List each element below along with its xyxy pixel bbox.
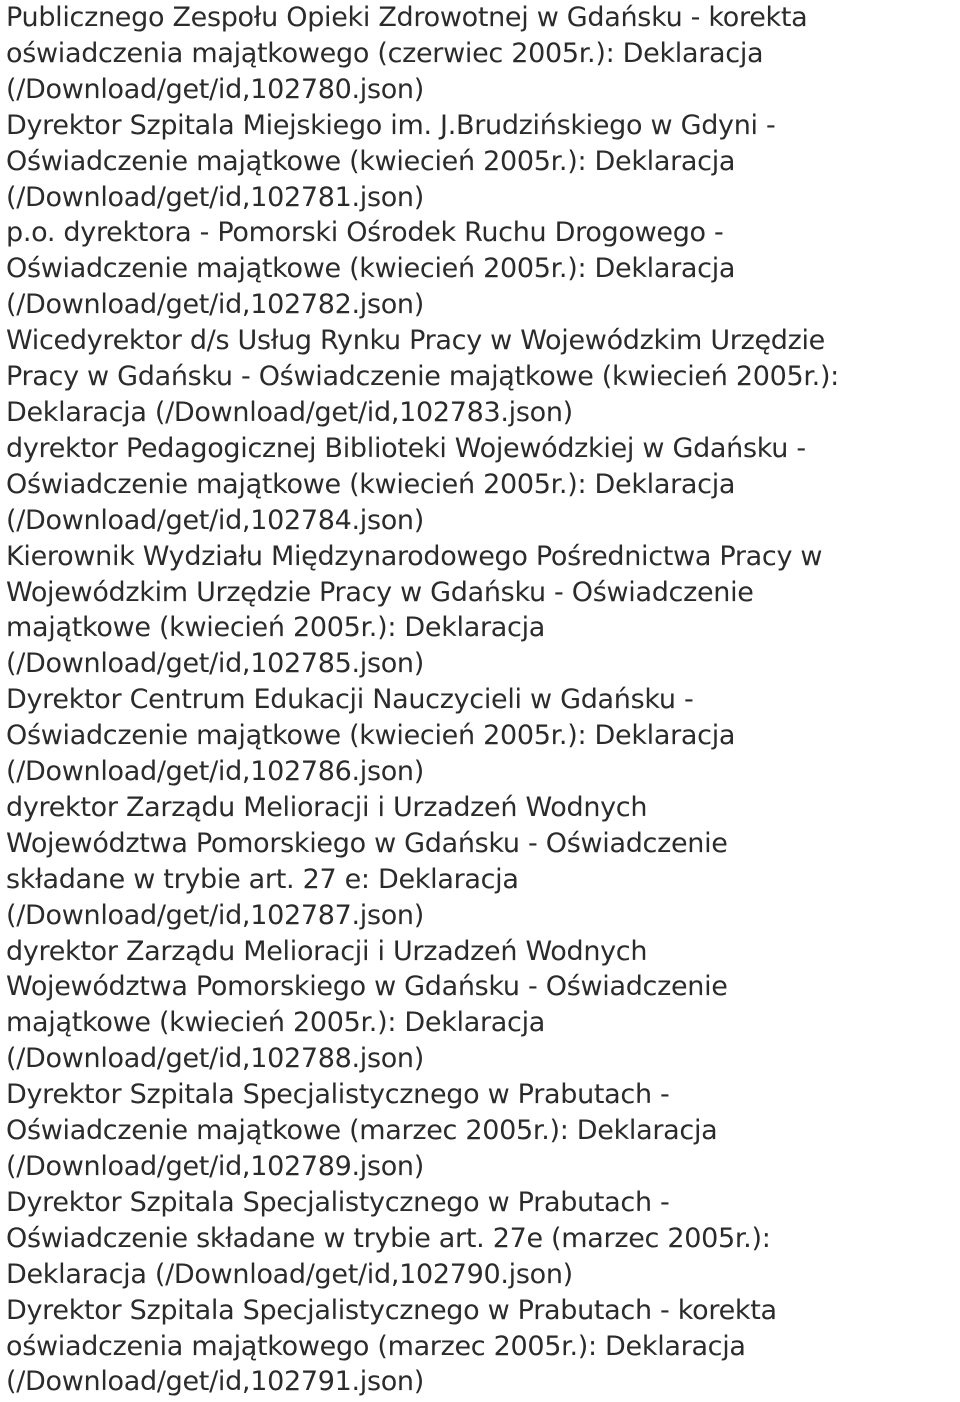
entry-line: Wicedyrektor d/s Usług Rynku Pracy w Wojewódzkim Urzędzie: [6, 325, 825, 357]
entry-link-line[interactable]: (/Download/get/id,102788.json): [6, 1043, 424, 1075]
entry-line: Województwa Pomorskiego w Gdańsku - Oświadczenie: [6, 827, 728, 859]
list-item: [6, 539, 960, 683]
list-item: [6, 323, 960, 431]
list-item: [6, 790, 960, 934]
entry-line: Dyrektor Szpitala Specjalistycznego w Prabutach - korekta: [6, 1294, 777, 1326]
entry-line: Oświadczenie majątkowe (kwiecień 2005r.): Deklaracja: [6, 145, 736, 177]
entry-link-line[interactable]: Deklaracja (/Download/get/id,102790.json): [6, 1258, 573, 1290]
entry-line: dyrektor Zarządu Melioracji i Urzadzeń Wodnych: [6, 935, 648, 967]
entry-line: Kierownik Wydziału Międzynarodowego Pośrednictwa Pracy w: [6, 540, 823, 572]
list-item: [6, 1077, 960, 1185]
entry-link-line[interactable]: (/Download/get/id,102785.json): [6, 648, 424, 680]
entry-line: Dyrektor Szpitala Specjalistycznego w Prabutach -: [6, 1186, 670, 1218]
list-item: [6, 108, 960, 216]
entry-line: Oświadczenie majątkowe (kwiecień 2005r.): Deklaracja: [6, 720, 736, 752]
list-item: [6, 682, 960, 790]
list-item: [6, 934, 960, 1078]
entry-line: Pracy w Gdańsku - Oświadczenie majątkowe (kwiecień 2005r.):: [6, 361, 839, 393]
entry-line: p.o. dyrektora - Pomorski Ośrodek Ruchu Drogowego -: [6, 217, 724, 249]
entry-line: oświadczenia majątkowego (czerwiec 2005r.): Deklaracja: [6, 37, 764, 69]
entry-line: Wojewódzkim Urzędzie Pracy w Gdańsku - Oświadczenie: [6, 576, 754, 608]
list-item: [6, 1293, 960, 1401]
entry-link-line[interactable]: (/Download/get/id,102786.json): [6, 756, 424, 788]
entry-line: Dyrektor Szpitala Miejskiego im. J.Brudzińskiego w Gdyni -: [6, 109, 776, 141]
entry-line: Oświadczenie majątkowe (kwiecień 2005r.): Deklaracja: [6, 468, 736, 500]
entry-line: Publicznego Zespołu Opieki Zdrowotnej w Gdańsku - korekta: [6, 2, 808, 33]
entry-link-line[interactable]: (/Download/get/id,102781.json): [6, 181, 424, 213]
entry-line: oświadczenia majątkowego (marzec 2005r.): Deklaracja: [6, 1330, 746, 1362]
entry-link-line[interactable]: Deklaracja (/Download/get/id,102783.json): [6, 396, 573, 428]
entry-line: majątkowe (kwiecień 2005r.): Deklaracja: [6, 1007, 546, 1039]
entry-line: majątkowe (kwiecień 2005r.): Deklaracja: [6, 612, 546, 644]
list-item: [6, 431, 960, 539]
entry-link-line[interactable]: (/Download/get/id,102780.json): [6, 73, 424, 105]
entry-link-line[interactable]: (/Download/get/id,102782.json): [6, 289, 424, 321]
entry-link-line[interactable]: (/Download/get/id,102787.json): [6, 899, 424, 931]
entry-line: Oświadczenie majątkowe (marzec 2005r.): Deklaracja: [6, 1115, 718, 1147]
entry-line: Województwa Pomorskiego w Gdańsku - Oświadczenie: [6, 971, 728, 1003]
entry-line: Dyrektor Centrum Edukacji Nauczycieli w Gdańsku -: [6, 684, 694, 716]
entry-line: Dyrektor Szpitala Specjalistycznego w Prabutach -: [6, 1079, 670, 1111]
list-item: [6, 1185, 960, 1293]
entry-link-line[interactable]: (/Download/get/id,102784.json): [6, 504, 424, 536]
list-item: [6, 215, 960, 323]
entry-link-line[interactable]: (/Download/get/id,102789.json): [6, 1151, 424, 1182]
entry-line: dyrektor Zarządu Melioracji i Urzadzeń Wodnych: [6, 791, 648, 823]
entry-line: Oświadczenie majątkowe (kwiecień 2005r.): Deklaracja: [6, 253, 736, 285]
entry-link-line[interactable]: (/Download/get/id,102791.json): [6, 1366, 424, 1398]
list-item: [6, 0, 960, 108]
entry-line: Oświadczenie składane w trybie art. 27e (marzec 2005r.):: [6, 1222, 771, 1254]
entry-line: składane w trybie art. 27 e: Deklaracja: [6, 863, 519, 895]
entry-line: dyrektor Pedagogicznej Biblioteki Wojewódzkiej w Gdańsku -: [6, 432, 806, 464]
